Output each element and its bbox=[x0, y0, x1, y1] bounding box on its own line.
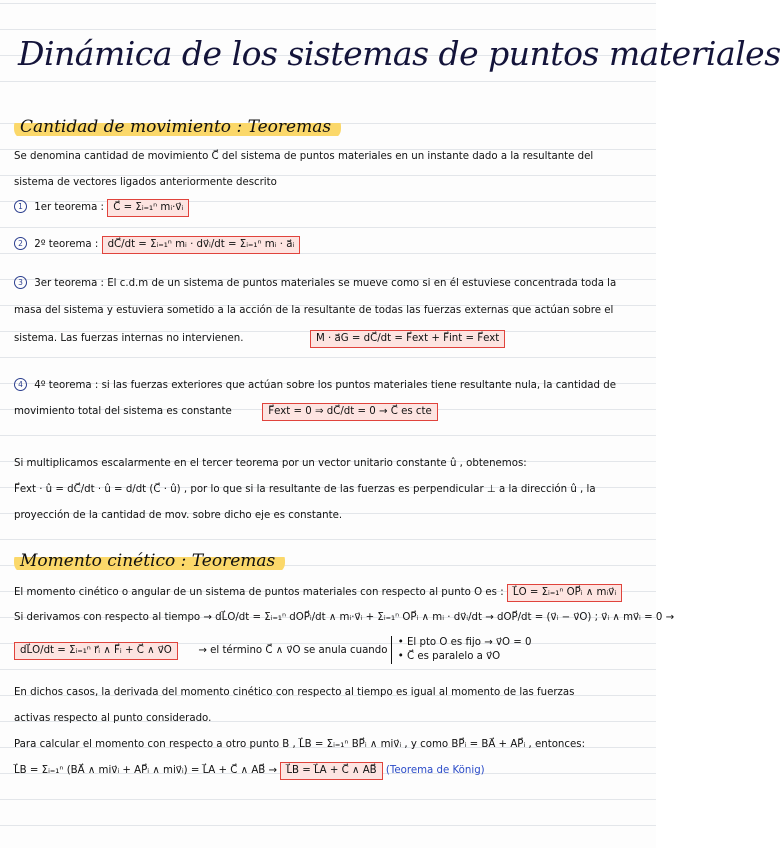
condition-brace bbox=[391, 636, 532, 664]
paragraph-1-line-2: F⃗ext · û = dC⃗/dt · û = d/dt (C⃗ · û) , por lo que si la resultante de las fuerzas es perpendicular ⊥ a la dirección û , la bbox=[14, 484, 596, 495]
theorem-3-text-1: 3er teorema : El c.d.m de un sistema de puntos materiales se mueve como si en él estuviese concentrada toda la bbox=[34, 278, 617, 289]
theorem-2 bbox=[14, 236, 650, 254]
intro-line-2: sistema de vectores ligados anteriormente descrito bbox=[14, 177, 277, 188]
condition-1: • El pto O es fijo → v⃗O = 0 bbox=[397, 637, 532, 648]
number-circle-2: 2 bbox=[14, 237, 27, 250]
theorem-4-text-2: movimiento total del sistema es constante bbox=[14, 406, 232, 417]
theorem-3-formula-box: M · a⃗G = dC⃗/dt = F⃗ext + F⃗int = F⃗ext bbox=[310, 330, 505, 348]
theorem-4-line-1 bbox=[14, 378, 650, 393]
momento-text-1: El momento cinético o angular de un sistema de puntos materiales con respecto al punto O es : bbox=[14, 587, 504, 598]
theorem-2-formula-box: dC⃗/dt = Σᵢ₌₁ⁿ mᵢ · dv⃗ᵢ/dt = Σᵢ₌₁ⁿ mᵢ · a⃗ᵢ bbox=[102, 236, 301, 254]
momento-formula-box-1: L⃗O = Σᵢ₌₁ⁿ OP⃗ᵢ ∧ mᵢv⃗ᵢ bbox=[507, 584, 622, 602]
number-circle-3: 3 bbox=[14, 276, 27, 289]
section-heading-momento: Momento cinético : Teoremas bbox=[14, 550, 285, 573]
paragraph-2-line-1: En dichos casos, la derivada del momento cinético con respecto al tiempo es igual al momento de las fuerzas bbox=[14, 687, 575, 698]
theorem-1 bbox=[14, 199, 650, 217]
konig-formula-box: L⃗B = L⃗A + C⃗ ∧ AB⃗ bbox=[280, 762, 382, 780]
momento-formula-box-2: dL⃗O/dt = Σᵢ₌₁ⁿ r⃗ᵢ ∧ F⃗ᵢ + C⃗ ∧ v⃗O bbox=[14, 642, 178, 660]
theorem-2-label: 2º teorema : bbox=[34, 239, 99, 250]
theorem-4-line-2 bbox=[14, 403, 650, 421]
theorem-1-formula-box: C⃗ = Σᵢ₌₁ⁿ mᵢ·v⃗ᵢ bbox=[107, 199, 189, 217]
number-circle-4: 4 bbox=[14, 378, 27, 391]
theorem-3-line-2: masa del sistema y estuviera sometido a la acción de la resultante de todas las fuerzas externas que actúan sobre el bbox=[14, 305, 614, 316]
paragraph-3-line-2 bbox=[14, 762, 650, 780]
momento-line-2: Si derivamos con respecto al tiempo → dL⃗O/dt = Σᵢ₌₁ⁿ dOP⃗ᵢ/dt ∧ mᵢ·v⃗ᵢ + Σᵢ₌₁ⁿ OP⃗ᵢ ∧ mᵢ · dv⃗ᵢ/dt → dOP⃗/dt = (v⃗ᵢ − v⃗O) ; v⃗ᵢ ∧ mv⃗ᵢ = 0 → bbox=[14, 612, 675, 623]
paragraph-2-line-2: activas respecto al punto considerado. bbox=[14, 713, 212, 724]
number-circle-1: 1 bbox=[14, 200, 27, 213]
theorem-3-text-3: sistema. Las fuerzas internas no intervienen. bbox=[14, 333, 244, 344]
section-heading-cantidad: Cantidad de movimiento : Teoremas bbox=[14, 116, 341, 139]
momento-text-3: → el término C⃗ ∧ v⃗O se anula cuando bbox=[198, 645, 388, 656]
paragraph-1-line-3: proyección de la cantidad de mov. sobre dicho eje es constante. bbox=[14, 510, 343, 521]
theorem-3-line-3 bbox=[14, 330, 650, 348]
theorem-1-label: 1er teorema : bbox=[34, 202, 104, 213]
momento-line-3 bbox=[14, 636, 650, 664]
paragraph-3-text-2: L⃗B = Σᵢ₌₁ⁿ (BA⃗ ∧ miv⃗ᵢ + AP⃗ᵢ ∧ miv⃗ᵢ) = L⃗A + C⃗ ∧ AB⃗ → bbox=[14, 765, 278, 776]
theorem-3-line-1 bbox=[14, 276, 650, 291]
momento-line-1 bbox=[14, 584, 650, 602]
intro-line-1: Se denomina cantidad de movimiento C⃗ del sistema de puntos materiales en un instante dado a la resultante del bbox=[14, 151, 594, 162]
condition-2: • C⃗ es paralelo a v⃗O bbox=[397, 651, 501, 662]
page-title: Dinámica de los sistemas de puntos materiales bbox=[18, 34, 781, 73]
paragraph-3-line-1: Para calcular el momento con respecto a otro punto B , L⃗B = Σᵢ₌₁ⁿ BP⃗ᵢ ∧ miv⃗ᵢ , y como BP⃗ᵢ = BA⃗ + AP⃗ᵢ , entonces: bbox=[14, 739, 585, 750]
konig-note: (Teorema de König) bbox=[385, 765, 485, 776]
theorem-4-formula-box: F⃗ext = 0 ⇒ dC⃗/dt = 0 → C⃗ es cte bbox=[262, 403, 438, 421]
theorem-4-text-1: 4º teorema : si las fuerzas exteriores que actúan sobre los puntos materiales tiene resultante nula, la cantidad de bbox=[34, 380, 616, 391]
paragraph-1-line-1: Si multiplicamos escalarmente en el tercer teorema por un vector unitario constante û , obtenemos: bbox=[14, 458, 527, 469]
